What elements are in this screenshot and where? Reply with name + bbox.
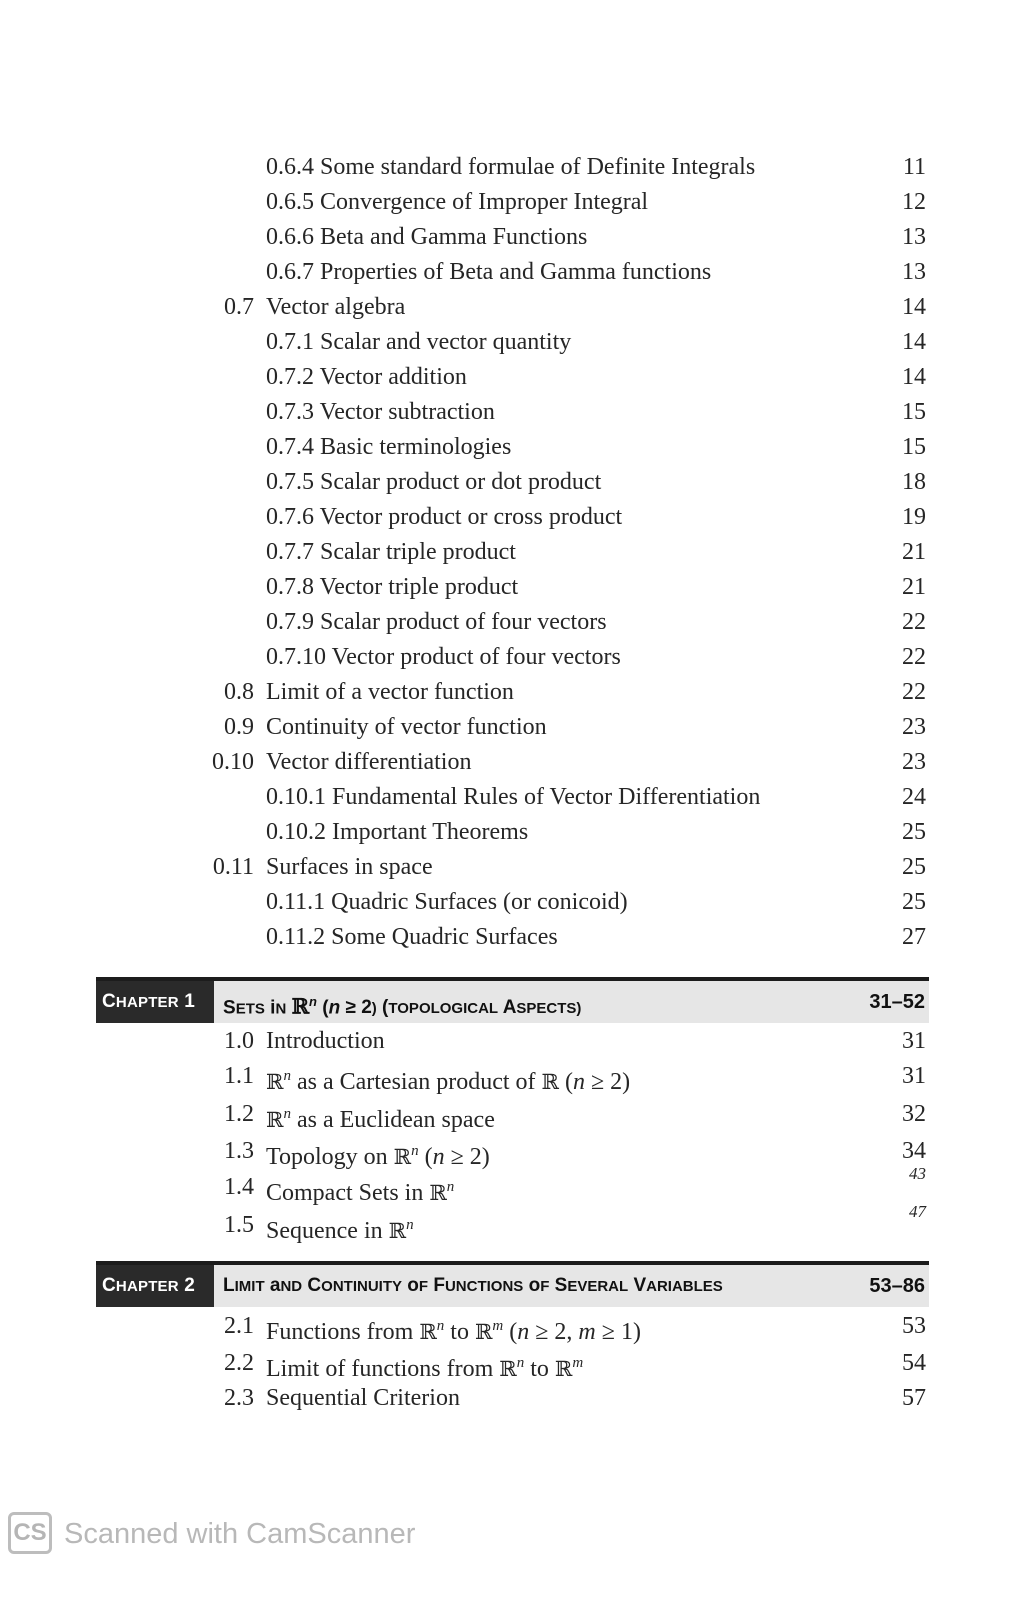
math-symbol: ℝ (388, 1219, 407, 1243)
toc-entry (0, 430, 1022, 464)
toc-entry (0, 465, 1022, 499)
toc-entry (0, 535, 1022, 569)
page-number: 12 (902, 189, 926, 215)
entry-title: 0.7.9 Scalar product of four vectors (266, 609, 607, 635)
page-number: 22 (902, 644, 926, 670)
superscript: n (283, 1068, 291, 1084)
section-number: 0.8 (224, 679, 254, 705)
page-number: 27 (902, 924, 926, 950)
toc-entry (0, 570, 1022, 604)
entry-title (266, 1346, 583, 1386)
entry-title: 0.6.7 Properties of Beta and Gamma functions (266, 259, 712, 285)
text-run: ( (503, 1319, 518, 1345)
superscript: m (572, 1355, 584, 1371)
chapter-2-title (223, 1265, 723, 1307)
toc-entry (0, 780, 1022, 814)
math-variable: n (328, 997, 341, 1019)
entry-title: 0.6.4 Some standard formulae of Definite Integrals (266, 154, 756, 180)
page-number: 22 (902, 679, 926, 705)
page-number: 43 (909, 1164, 926, 1183)
text-run: ≥ 2, (529, 1319, 579, 1345)
page-number: 31 (902, 1063, 926, 1089)
text-run: Sequential Criterion (266, 1385, 460, 1411)
page-number: 34 (902, 1138, 926, 1164)
section-number: 1.3 (224, 1138, 254, 1164)
entry-title (266, 1024, 385, 1058)
title-rest: N (275, 1000, 287, 1018)
entry-title (266, 1309, 641, 1349)
title-rest: ONTINUITY (321, 1278, 402, 1295)
toc-entry (0, 920, 1022, 954)
title-rest: ARIABLES (646, 1278, 723, 1295)
entry-title: 0.7.5 Scalar product or dot product (266, 469, 602, 495)
superscript: m (492, 1318, 504, 1334)
page-number: 25 (902, 889, 926, 915)
page-number: 14 (902, 329, 926, 355)
math-symbol: ℝ (429, 1181, 447, 1205)
text-run: as a Cartesian product of (290, 1069, 542, 1095)
math-symbol: ℝ (393, 1145, 412, 1169)
math-symbol: ℝ (291, 993, 310, 1019)
math-symbol: ℝ (266, 1070, 284, 1094)
title-initial: S (554, 1275, 568, 1296)
text-run: Limit of functions from (266, 1356, 500, 1382)
title-initial: L (223, 1275, 235, 1296)
title-rest: IMIT (234, 1278, 265, 1295)
watermark-text: Scanned with CamScanner (64, 1518, 416, 1550)
section-number: 0.7 (224, 294, 254, 320)
math-symbol: ℝ (499, 1357, 517, 1381)
page-number: 23 (902, 749, 926, 775)
title-initial: C (102, 991, 116, 1012)
title-rest: HAPTER (115, 1278, 179, 1295)
chapter-2-label (96, 1265, 214, 1307)
math-variable: m (578, 1319, 596, 1345)
entry-title: 0.7.8 Vector triple product (266, 574, 519, 600)
math-symbol: ℝ (266, 1108, 284, 1132)
superscript: n (446, 1179, 455, 1195)
entry-title: 0.10.2 Important Theorems (266, 819, 529, 845)
page-number: 21 (902, 539, 926, 565)
toc-entry (0, 185, 1022, 219)
title-rest-block (340, 997, 581, 1018)
toc-entry (0, 255, 1022, 289)
page-number: 25 (902, 819, 926, 845)
title-initial: C (102, 1275, 116, 1296)
superscript: n (406, 1217, 414, 1233)
entry-title: 0.7.1 Scalar and vector quantity (266, 329, 572, 355)
toc-entry (0, 395, 1022, 429)
entry-title: Surfaces in space (266, 854, 433, 880)
toc-entry (0, 1381, 1022, 1415)
page-number: 18 (902, 469, 926, 495)
section-number: 0.10 (212, 749, 254, 775)
title-initial: ≥ (345, 997, 356, 1019)
toc-entry (0, 325, 1022, 359)
toc-entry (0, 710, 1022, 744)
superscript: n (516, 1355, 525, 1371)
title-initial: 2 (361, 997, 372, 1019)
superscript: n (411, 1143, 419, 1159)
title-initial: S (223, 997, 236, 1019)
text-run: ( (559, 1069, 573, 1095)
entry-title: 0.7.2 Vector addition (266, 364, 467, 390)
toc-entry (0, 150, 1022, 184)
chapter-1-label (96, 981, 214, 1023)
toc-entry (0, 1202, 1022, 1244)
title-initial: o (407, 1275, 419, 1296)
entry-title: 0.7.3 Vector subtraction (266, 399, 495, 425)
math-symbol: ℝ (419, 1320, 437, 1344)
section-number: 1.4 (224, 1174, 254, 1200)
text-run: Introduction (266, 1028, 385, 1054)
toc-entry (0, 1024, 1022, 1058)
title-initial: C (307, 1275, 322, 1296)
page-number: 53 (902, 1313, 926, 1339)
page-number: 19 (902, 504, 926, 530)
title-initial: 2 (184, 1275, 196, 1296)
page-number: 24 (902, 784, 926, 810)
title-rest: HAPTER (115, 994, 179, 1011)
title-initial: a (269, 1275, 281, 1296)
toc-entry (0, 360, 1022, 394)
entry-title (266, 1059, 630, 1099)
page-number: 15 (902, 399, 926, 425)
toc-entry (0, 1059, 1022, 1093)
title-initial: o (528, 1275, 541, 1296)
text-run: ( (418, 1144, 433, 1170)
section-number: 1.5 (224, 1212, 254, 1238)
toc-entry (0, 850, 1022, 884)
page-number: 57 (902, 1385, 926, 1411)
page-number: 47 (909, 1202, 926, 1221)
title-initial: A (502, 997, 517, 1019)
text-run: ≥ 2) (444, 1144, 490, 1170)
text-run: ( (316, 997, 329, 1019)
text-run: Compact Sets in (266, 1180, 430, 1206)
text-run: Functions from (266, 1319, 420, 1345)
page-number: 31 (902, 1028, 926, 1054)
section-number: 2.1 (224, 1313, 254, 1339)
page-number: 22 (902, 609, 926, 635)
entry-title: 0.6.6 Beta and Gamma Functions (266, 224, 588, 250)
chapter-1-title (223, 981, 581, 1023)
entry-title: 0.7.7 Scalar triple product (266, 539, 516, 565)
title-rest: ) (371, 1000, 377, 1018)
page-number: 23 (902, 714, 926, 740)
toc-entry (0, 500, 1022, 534)
section-number: 0.11 (212, 854, 254, 880)
chapter-1-header (96, 977, 929, 1023)
entry-title (266, 1170, 454, 1210)
toc-entry (0, 885, 1022, 919)
entry-title: 0.6.5 Convergence of Improper Integral (266, 189, 649, 215)
math-symbol: ℝ (541, 1070, 559, 1094)
page-number: 13 (902, 259, 926, 285)
page-number: 14 (902, 364, 926, 390)
text-run: Topology on (266, 1144, 394, 1170)
toc-entry (0, 815, 1022, 849)
page-number: 32 (902, 1101, 926, 1127)
math-variable: n (517, 1319, 530, 1345)
page-number: 21 (902, 574, 926, 600)
entry-title: Continuity of vector function (266, 714, 547, 740)
entry-title (266, 1097, 495, 1137)
math-variable: n (432, 1144, 445, 1170)
title-rest: UNCTIONS (444, 1278, 524, 1295)
toc-entry (0, 1164, 1022, 1206)
toc-entry (0, 1134, 1022, 1168)
entry-title: Vector differentiation (266, 749, 472, 775)
toc-entry (0, 1346, 1022, 1380)
page-number: 11 (902, 154, 926, 180)
entry-title: 0.11.2 Some Quadric Surfaces (266, 924, 558, 950)
page-number: 15 (902, 434, 926, 460)
text-run: to (524, 1356, 555, 1382)
title-rest: EVERAL (567, 1278, 629, 1295)
entry-title: Vector algebra (266, 294, 406, 320)
entry-title: 0.11.1 Quadric Surfaces (or conicoid) (266, 889, 628, 915)
section-number: 2.2 (224, 1350, 254, 1376)
page-number: 14 (902, 294, 926, 320)
camscanner-logo-icon: CS (8, 1512, 52, 1554)
title-rest: F (418, 1278, 429, 1295)
section-number: 0.9 (224, 714, 254, 740)
toc-entry (0, 675, 1022, 709)
title-initial: F (433, 1275, 445, 1296)
page-number: 13 (902, 224, 926, 250)
title-initial: V (633, 1275, 647, 1296)
title-initial: i (270, 997, 276, 1019)
chapter-2-header (96, 1261, 929, 1307)
toc-entry (0, 220, 1022, 254)
title-initial: 1 (184, 991, 196, 1012)
section-number: 2.3 (224, 1385, 254, 1411)
entry-title: 0.7.4 Basic terminologies (266, 434, 512, 460)
entry-title (266, 1208, 414, 1248)
title-initial: ( (382, 997, 389, 1019)
page-number: 54 (902, 1350, 926, 1376)
text-run: ≥ 2) (585, 1069, 631, 1095)
math-symbol: ℝ (554, 1357, 573, 1381)
superscript: n (283, 1106, 291, 1122)
entry-title: 0.7.6 Vector product or cross product (266, 504, 623, 530)
text-run: ≥ 1) (595, 1319, 641, 1345)
page-number: 25 (902, 854, 926, 880)
title-rest: SPECTS) (516, 1000, 582, 1018)
title-rest: ND (280, 1278, 303, 1295)
toc-entry (0, 1309, 1022, 1343)
title-rest: TOPOLOGICAL (388, 1000, 499, 1018)
toc-entry (0, 745, 1022, 779)
entry-title: 0.7.10 Vector product of four vectors (266, 644, 621, 670)
superscript: n (309, 994, 317, 1009)
math-symbol: ℝ (474, 1320, 493, 1344)
section-number: 1.2 (224, 1101, 254, 1127)
entry-title: 0.10.1 Fundamental Rules of Vector Differentiation (266, 784, 761, 810)
math-variable: n (573, 1069, 585, 1095)
section-number: 1.0 (224, 1028, 254, 1054)
text-run: Sequence in (266, 1218, 389, 1244)
text-run: as a Euclidean space (290, 1107, 495, 1133)
toc-entry (0, 1097, 1022, 1131)
entry-title (266, 1134, 490, 1174)
superscript: n (436, 1318, 445, 1334)
toc-entry (0, 640, 1022, 674)
section-number: 1.1 (224, 1063, 254, 1089)
entry-title: Limit of a vector function (266, 679, 514, 705)
toc-entry (0, 290, 1022, 324)
title-rest: ETS (235, 1000, 265, 1018)
text-run: to (444, 1319, 475, 1345)
chapter-2-pages: 53–86 (869, 1275, 925, 1297)
title-rest: F (540, 1278, 550, 1295)
toc-entry (0, 605, 1022, 639)
chapter-1-pages: 31–52 (869, 991, 925, 1013)
entry-title (266, 1381, 460, 1415)
